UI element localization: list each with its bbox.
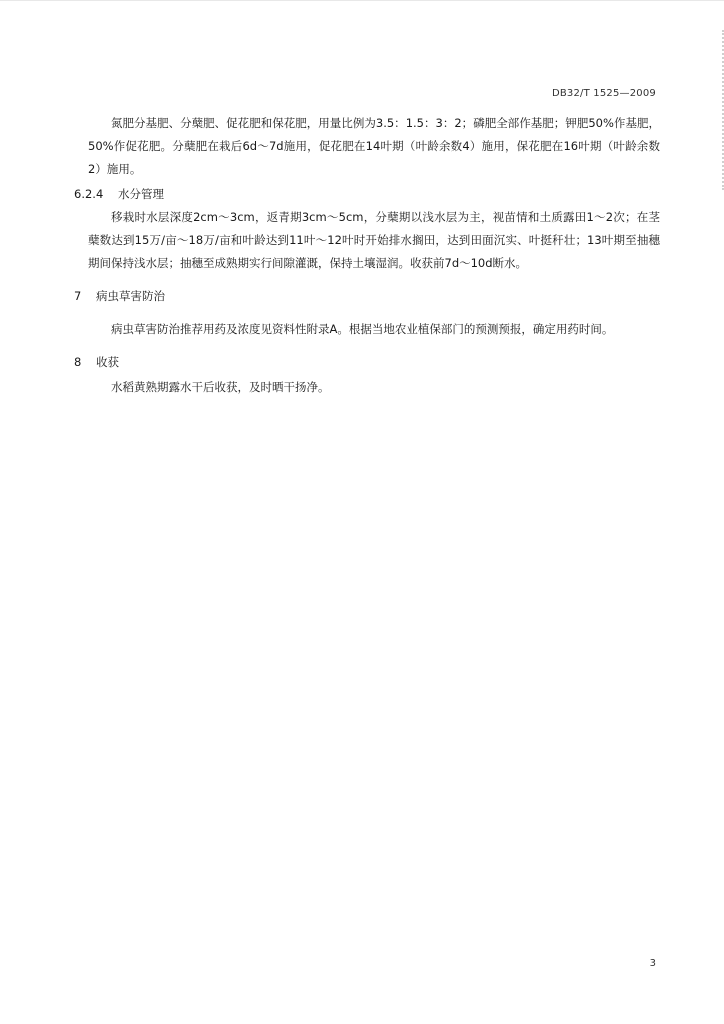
fertilizer-paragraph: 氮肥分基肥、分蘖肥、促花肥和保花肥，用量比例为3.5：1.5：3：2；磷肥全部作基肥；钾肥50%作基肥，50%作促花肥。分蘖肥在栽后6d～7d施用，促花肥在14叶期（叶龄余数4）施用，保花肥在16叶期（叶龄余数2）施用。 <box>88 116 660 176</box>
water-paragraph: 移栽时水层深度2cm～3cm，返青期3cm～5cm，分蘖期以浅水层为主，视苗情和土质露田1～2次；在茎蘖数达到15万/亩～18万/亩和叶龄达到11叶～12叶时开始排水搁田，达到田面沉实、叶挺秆壮；13叶期至抽穗期间保持浅水层；抽穗至成熟期实行间隙灌溉，保持土壤湿润。收获前7d～10d断水。 <box>88 210 660 270</box>
section-number-harvest: 8 <box>74 355 82 369</box>
scan-edge-marks <box>718 30 724 190</box>
scan-top-edge <box>0 0 724 1</box>
section-title-harvest: 收获 <box>96 355 119 369</box>
document-code-header: DB32/T 1525—2009 <box>551 88 656 99</box>
section-title-pest: 病虫草害防治 <box>96 289 165 303</box>
page-number: 3 <box>649 958 656 969</box>
section-number-water: 6.2.4 <box>74 187 104 201</box>
section-heading-pest <box>74 285 660 308</box>
section-number-pest: 7 <box>74 289 82 303</box>
section-heading-water <box>74 183 660 206</box>
section-title-water: 水分管理 <box>118 187 164 201</box>
document-body <box>74 112 660 399</box>
pest-paragraph: 病虫草害防治推荐用药及浓度见资料性附录A。根据当地农业植保部门的预测预报，确定用药时间。 <box>111 322 614 336</box>
harvest-paragraph: 水稻黄熟期露水干后收获，及时晒干扬净。 <box>111 380 330 394</box>
section-heading-harvest <box>74 351 660 374</box>
